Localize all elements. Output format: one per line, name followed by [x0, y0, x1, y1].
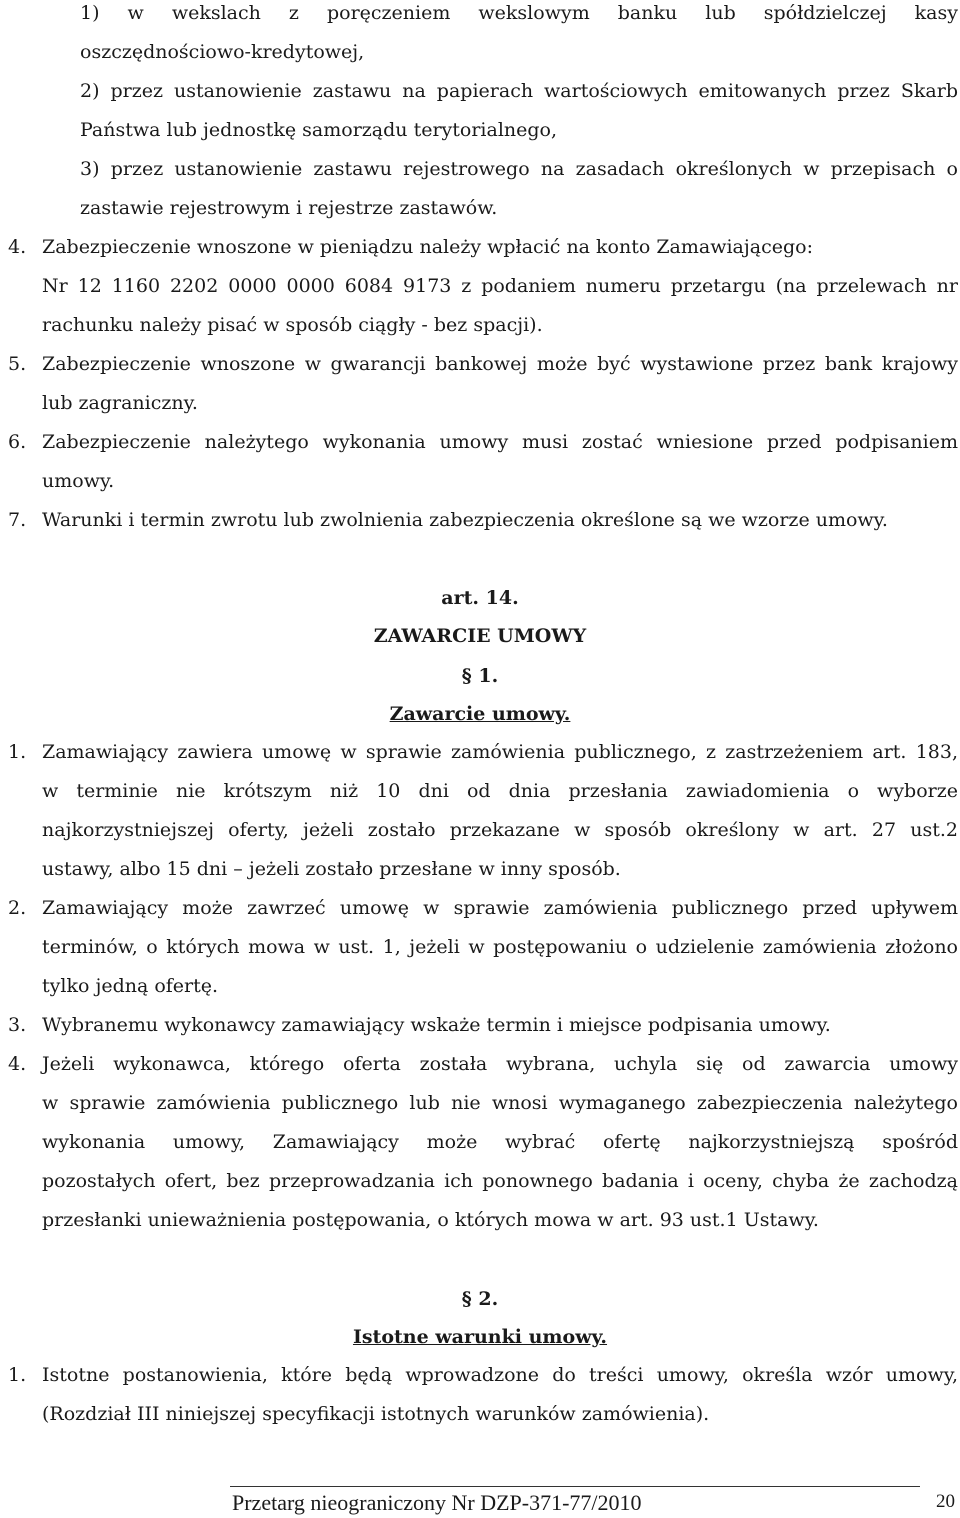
- text-line: ustawy, albo 15 dni – jeżeli zostało przesłane w inny sposób.: [42, 858, 621, 880]
- text-line: Nr 12 1160 2202 0000 0000 6084 9173 z podaniem numeru przetargu (na przelewach nr: [42, 275, 958, 297]
- text-line: pozostałych ofert, bez przeprowadzania ich ponownego badania i oceny, chyba że zachodzą: [42, 1170, 958, 1192]
- text-line: Państwa lub jednostkę samorządu terytorialnego,: [80, 119, 558, 141]
- text-line: wykonania umowy, Zamawiający może wybrać ofertę najkorzystniejszą spośród: [42, 1131, 958, 1153]
- section-number: § 2.: [461, 1288, 499, 1310]
- text-line: lub zagraniczny.: [42, 392, 198, 414]
- text-line: 2) przez ustanowienie zastawu na papierach wartościowych emitowanych przez Skarb: [80, 80, 958, 102]
- article-title: ZAWARCIE UMOWY: [373, 625, 587, 647]
- text-line: w terminie nie krótszym niż 10 dni od dnia przesłania zawiadomienia o wyborze: [42, 780, 958, 802]
- text-line: oszczędnościowo-kredytowej,: [80, 41, 365, 63]
- text-line: Jeżeli wykonawca, którego oferta została wybrana, uchyla się od zawarcia umowy: [42, 1053, 958, 1075]
- list-number: 7.: [8, 509, 27, 531]
- section-number: § 1.: [461, 665, 499, 687]
- text-line: umowy.: [42, 470, 115, 492]
- text-line: terminów, o których mowa w ust. 1, jeżeli w postępowaniu o udzielenie zamówienia złożono: [42, 936, 958, 958]
- text-line: Zabezpieczenie wnoszone w gwarancji bankowej może być wystawione przez bank krajowy: [42, 353, 958, 375]
- list-number: 5.: [8, 353, 27, 375]
- list-number: 6.: [8, 431, 27, 453]
- list-number: 1.: [8, 1364, 27, 1386]
- article-number: art. 14.: [441, 587, 519, 609]
- text-line: w sprawie zamówienia publicznego lub nie wnosi wymaganego zabezpieczenia należytego: [42, 1092, 958, 1114]
- list-number: 3.: [8, 1014, 27, 1036]
- section-title: Zawarcie umowy.: [389, 703, 571, 725]
- text-line: tylko jedną ofertę.: [42, 975, 219, 997]
- text-line: (Rozdział III niniejszej specyfikacji istotnych warunków zamówienia).: [42, 1403, 710, 1425]
- list-number: 2.: [8, 897, 27, 919]
- text-line: Istotne postanowienia, które będą wprowadzone do treści umowy, określa wzór umowy,: [42, 1364, 958, 1386]
- text-line: Warunki i termin zwrotu lub zwolnienia zabezpieczenia określone są we wzorze umowy.: [42, 509, 888, 531]
- list-number: 1.: [8, 741, 27, 763]
- text-line: Wybranemu wykonawcy zamawiający wskaże termin i miejsce podpisania umowy.: [42, 1014, 831, 1036]
- footer-text: Przetarg nieograniczony Nr DZP-371-77/2010: [232, 1490, 642, 1515]
- text-line: 3) przez ustanowienie zastawu rejestrowego na zasadach określonych w przepisach o: [80, 158, 958, 180]
- footer-divider: [230, 1486, 920, 1487]
- text-line: 1) w wekslach z poręczeniem wekslowym banku lub spółdzielczej kasy: [80, 2, 958, 24]
- text-line: rachunku należy pisać w sposób ciągły - bez spacji).: [42, 314, 543, 336]
- text-line: Zamawiający może zawrzeć umowę w sprawie zamówienia publicznego przed upływem: [42, 897, 958, 919]
- text-line: przesłanki unieważnienia postępowania, o których mowa w art. 93 ust.1 Ustawy.: [42, 1209, 819, 1231]
- page-number: 20: [936, 1491, 955, 1512]
- list-number: 4.: [8, 236, 27, 258]
- text-line: Zabezpieczenie należytego wykonania umowy musi zostać wniesione przed podpisaniem: [42, 431, 958, 453]
- text-line: najkorzystniejszej oferty, jeżeli zostało przekazane w sposób określony w art. 27 ust.2: [42, 819, 958, 841]
- text-line: Zamawiający zawiera umowę w sprawie zamówienia publicznego, z zastrzeżeniem art. 183,: [42, 741, 958, 763]
- section-title: Istotne warunki umowy.: [352, 1326, 608, 1348]
- text-line: zastawie rejestrowym i rejestrze zastawów.: [80, 197, 498, 219]
- list-number: 4.: [8, 1053, 27, 1075]
- text-line: Zabezpieczenie wnoszone w pieniądzu należy wpłacić na konto Zamawiającego:: [42, 236, 813, 258]
